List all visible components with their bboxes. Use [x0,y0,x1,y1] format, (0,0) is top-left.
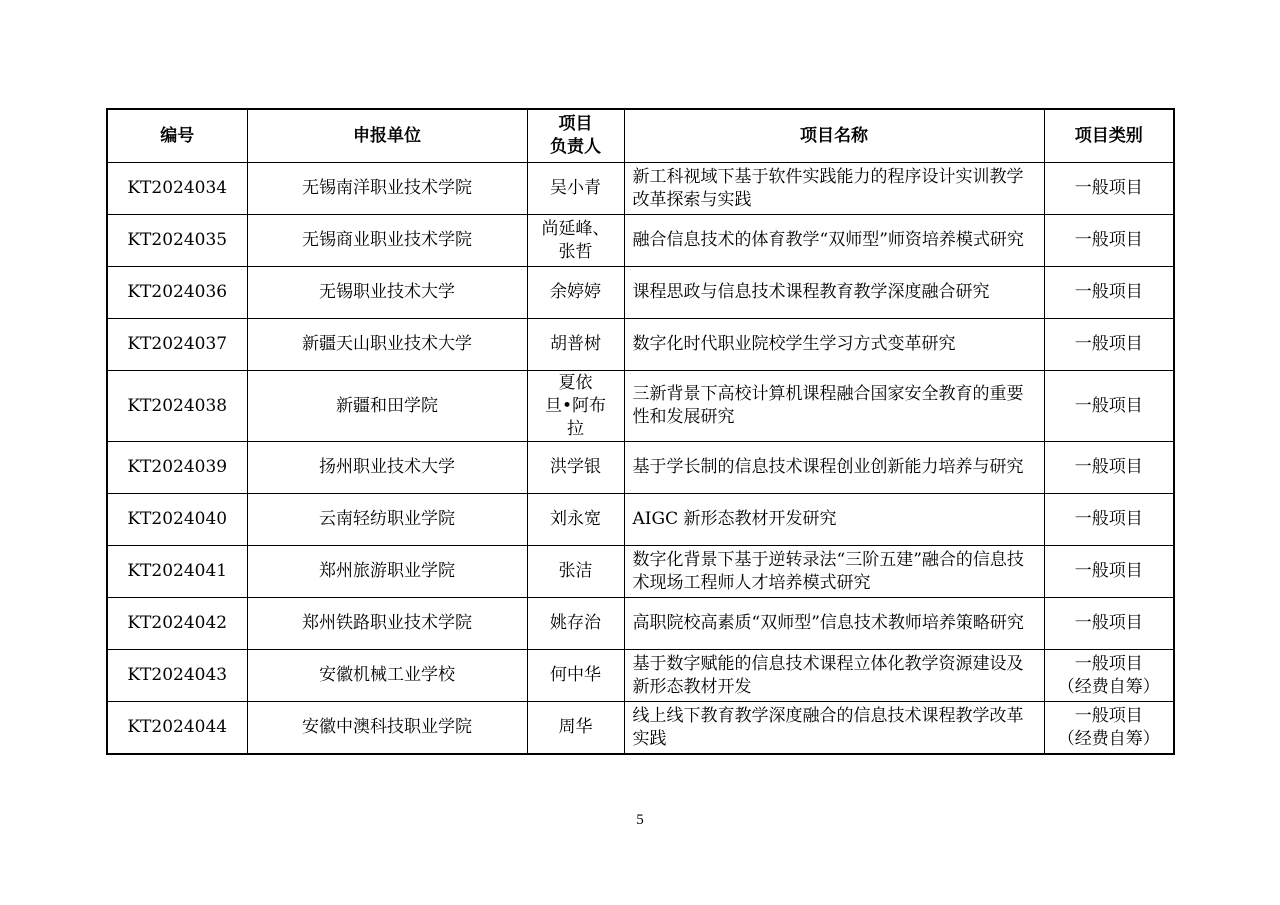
project-type-cell [1044,215,1174,267]
project-leader-cell-line: 何中华 [550,665,601,685]
project-type-cell [1044,163,1174,215]
header-name: 项目名称 [624,109,1044,163]
project-leader-cell-line: 夏依 [558,372,593,393]
project-leader-cell [527,215,624,267]
project-leader-cell [527,546,624,598]
project-id-cell: KT2024039 [107,442,247,494]
project-leader-cell-line: 旦•阿布 [544,395,607,416]
project-type-cell-line: 一般项目 [1074,178,1143,198]
project-leader-cell-line: 洪学银 [550,457,601,477]
applicant-unit-cell: 安徽中澳科技职业学院 [247,702,527,755]
project-type-cell [1044,650,1174,702]
table-row [107,442,1174,494]
project-leader-cell-line: 尚延峰、 [541,218,610,239]
project-type-cell-line: 一般项目 [1074,395,1143,416]
header-leader-line: 项目 [558,114,593,134]
project-id-cell: KT2024036 [107,267,247,319]
project-id-cell: KT2024037 [107,319,247,371]
project-type-cell-line: （经费自筹） [1057,728,1160,749]
project-leader-cell [527,371,624,442]
project-leader-cell-line: 拉 [567,418,584,439]
project-type-cell [1044,598,1174,650]
project-type-cell-line: （经费自筹） [1057,676,1160,697]
header-type: 项目类别 [1044,109,1174,163]
project-leader-cell-line: 余婷婷 [550,282,601,302]
project-id-cell: KT2024041 [107,546,247,598]
project-leader-cell [527,702,624,755]
project-type-cell-line: 一般项目 [1074,705,1143,726]
project-leader-cell-line: 吴小青 [550,178,601,198]
applicant-unit-cell: 云南轻纺职业学院 [247,494,527,546]
project-type-cell-line: 一般项目 [1074,653,1143,674]
table-row [107,494,1174,546]
applicant-unit-cell: 新疆和田学院 [247,371,527,442]
applicant-unit-cell: 新疆天山职业技术大学 [247,319,527,371]
project-leader-cell [527,267,624,319]
table-row [107,267,1174,319]
project-type-cell [1044,371,1174,442]
applicant-unit-cell: 无锡职业技术大学 [247,267,527,319]
project-name-cell: 高职院校高素质“双师型”信息技术教师培养策略研究 [624,598,1044,650]
table-header-row [107,109,1174,163]
project-type-cell [1044,319,1174,371]
project-type-cell [1044,702,1174,755]
project-name-cell: 融合信息技术的体育教学“双师型”师资培养模式研究 [624,215,1044,267]
project-name-cell: 三新背景下高校计算机课程融合国家安全教育的重要性和发展研究 [624,371,1044,442]
project-type-cell [1044,267,1174,319]
project-name-cell: 基于数字赋能的信息技术课程立体化教学资源建设及新形态教材开发 [624,650,1044,702]
project-name-cell: 线上线下教育教学深度融合的信息技术课程教学改革实践 [624,702,1044,755]
project-name-cell: 数字化背景下基于逆转录法“三阶五建”融合的信息技术现场工程师人才培养模式研究 [624,546,1044,598]
project-leader-cell [527,650,624,702]
project-id-cell: KT2024042 [107,598,247,650]
project-id-cell: KT2024044 [107,702,247,755]
project-leader-cell-line: 张哲 [558,241,593,262]
applicant-unit-cell: 安徽机械工业学校 [247,650,527,702]
project-name-cell: 新工科视域下基于软件实践能力的程序设计实训教学改革探索与实践 [624,163,1044,215]
project-name-cell: 基于学长制的信息技术课程创业创新能力培养与研究 [624,442,1044,494]
project-table [106,108,1175,755]
table-row [107,598,1174,650]
project-type-cell-line: 一般项目 [1074,457,1143,477]
project-type-cell-line: 一般项目 [1074,509,1143,529]
project-type-cell [1044,494,1174,546]
applicant-unit-cell: 郑州旅游职业学院 [247,546,527,598]
project-name-cell: AIGC 新形态教材开发研究 [624,494,1044,546]
project-type-cell-line: 一般项目 [1074,613,1143,633]
project-type-cell-line: 一般项目 [1074,230,1143,250]
project-leader-cell-line: 姚存治 [550,613,601,633]
project-name-cell: 数字化时代职业院校学生学习方式变革研究 [624,319,1044,371]
applicant-unit-cell: 郑州铁路职业技术学院 [247,598,527,650]
project-leader-cell [527,163,624,215]
table-row [107,702,1174,755]
page-number: 5 [636,812,644,828]
project-leader-cell-line: 周华 [558,717,593,737]
header-leader-line: 负责人 [550,137,601,157]
table-row [107,163,1174,215]
project-leader-cell [527,319,624,371]
header-leader [527,109,624,163]
project-leader-cell [527,494,624,546]
applicant-unit-cell: 无锡南洋职业技术学院 [247,163,527,215]
applicant-unit-cell: 扬州职业技术大学 [247,442,527,494]
project-type-cell [1044,442,1174,494]
project-leader-cell [527,442,624,494]
project-name-cell: 课程思政与信息技术课程教育教学深度融合研究 [624,267,1044,319]
applicant-unit-cell: 无锡商业职业技术学院 [247,215,527,267]
table-row [107,371,1174,442]
header-unit: 申报单位 [247,109,527,163]
project-leader-cell-line: 胡普树 [550,334,601,354]
project-type-cell-line: 一般项目 [1074,334,1143,354]
table-row [107,319,1174,371]
project-leader-cell [527,598,624,650]
project-type-cell-line: 一般项目 [1074,282,1143,302]
project-id-cell: KT2024043 [107,650,247,702]
project-id-cell: KT2024040 [107,494,247,546]
project-leader-cell-line: 张洁 [558,561,593,581]
header-id: 编号 [107,109,247,163]
project-leader-cell-line: 刘永宽 [550,509,601,529]
table-row [107,650,1174,702]
project-id-cell: KT2024035 [107,215,247,267]
project-id-cell: KT2024038 [107,371,247,442]
table-row [107,546,1174,598]
table-row [107,215,1174,267]
project-id-cell: KT2024034 [107,163,247,215]
project-type-cell-line: 一般项目 [1074,561,1143,581]
project-type-cell [1044,546,1174,598]
